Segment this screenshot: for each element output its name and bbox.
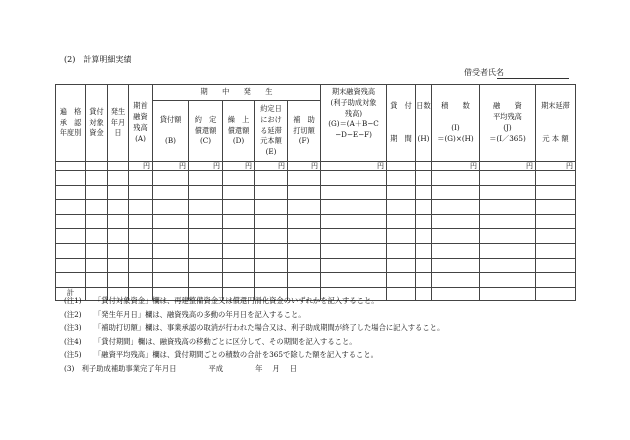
unit-label: 円 <box>480 162 536 171</box>
header-period-occurrence: 期 中 発 生 <box>153 85 321 101</box>
header-loan-amount: 貸付額 (B) <box>153 101 189 162</box>
total-label: 計 <box>56 287 86 300</box>
note-5: (注5) 「融資平均残高」欄は、貸付期間ごとの積数の合計を365で除した額を記入すること。 <box>64 350 378 359</box>
completion-date-line: (3) 利子助成補助事業完了年月日 平成 年 月 日 <box>64 363 297 373</box>
note-2: (注2) 「発生年月日」欄は、融資残高の多動の年月日を記入すること。 <box>64 309 306 319</box>
unit-label: 円 <box>129 162 153 171</box>
table-row <box>56 171 576 186</box>
header-overdue-principal-on-date: 約定日 におけ る延滞 元本額 (E) <box>255 101 288 162</box>
unit-label: 円 <box>189 162 223 171</box>
unit-label: 円 <box>321 162 387 171</box>
borrower-name-label: 借受者氏名 <box>464 68 504 77</box>
note-4: (注4) 「貸付期間」欄は、融資残高の移動ごとに区分して、その期間を記入すること。 <box>64 336 357 346</box>
header-opening-balance: 期首 融資 残高 (A) <box>129 85 153 162</box>
unit-label: 円 <box>536 162 576 171</box>
calculation-table <box>55 84 576 301</box>
section-title: (2) 計算明細実績 <box>64 55 132 64</box>
borrower-name-line <box>497 78 569 79</box>
header-loan-target-fund: 貸付 対象 資金 <box>86 85 108 162</box>
table-row <box>56 243 576 258</box>
header-approval-year: 遍 格 承 認 年度別 <box>56 85 86 162</box>
unit-label: 円 <box>153 162 189 171</box>
header-loan-period: 貸 付 期 間 <box>387 85 416 162</box>
unit-label: 円 <box>432 162 480 171</box>
header-subsidy-termination: 補 助 打切額 (F) <box>288 101 321 162</box>
table-row <box>56 185 576 200</box>
unit-label: 円 <box>223 162 255 171</box>
header-occurrence-date: 発生 年月 日 <box>108 85 129 162</box>
header-average-balance: 融 資 平均残高 (J) ＝(I／365) <box>480 85 536 162</box>
table-row <box>56 258 576 273</box>
header-overdue-principal: 期末延滞 元 本 額 <box>536 85 576 162</box>
header-product: 積 数 (I) ＝(G)×(H) <box>432 85 480 162</box>
notes-list <box>64 294 444 375</box>
header-early-repayment: 繰 上 償還額 (D) <box>223 101 255 162</box>
note-1: (注1) 「貸付対象資金」欄は、再建整備資金又は償還円滑化資金のいずれかを記入すること。 <box>64 296 379 305</box>
unit-label: 円 <box>255 162 288 171</box>
note-3: (注3) 「補助打切額」欄は、事業承認の取消が行われた場合又は、利子助成期間が終了した場合に記入すること。 <box>64 323 445 332</box>
header-scheduled-repayment: 約 定 償還額 (C) <box>189 101 223 162</box>
table-row <box>56 214 576 229</box>
header-days: 日数 (H) <box>416 85 432 162</box>
table-row <box>56 273 576 288</box>
unit-label: 円 <box>288 162 321 171</box>
table-row <box>56 229 576 244</box>
table-row <box>56 200 576 215</box>
header-closing-balance: 期末融資残高 (利子助成対象 残高) (G)＝(A＋B−C −D−E−F) <box>321 85 387 162</box>
